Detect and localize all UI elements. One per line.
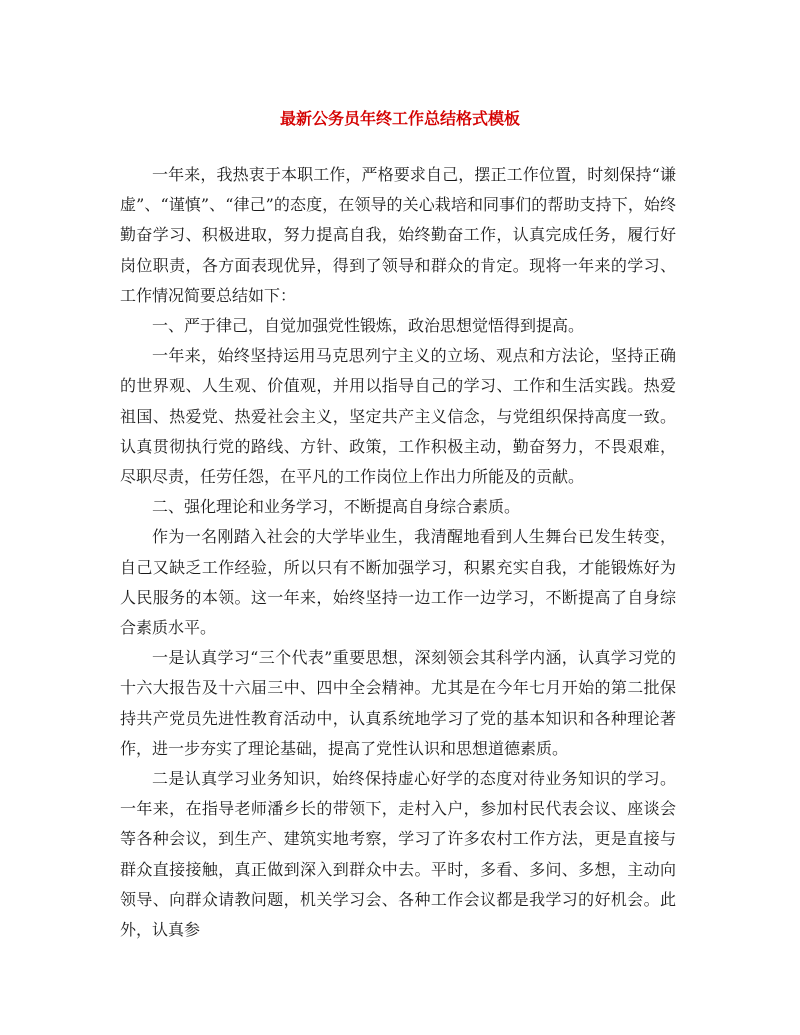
paragraph-point-2: 二是认真学习业务知识，始终保持虚心好学的态度对待业务知识的学习。一年来，在指导老师潘乡长的带领下，走村入户，参加村民代表会议、座谈会等各种会议，到生产、建筑实地考察，学习了许多农村工作方法，更是直接与群众直接接触，真正做到深入到群众中去。平时，多看、多问、多想，主动向领导、向群众请教问题，机关学习会、各种工作会议都是我学习的好机会。此外，认真参 — [120, 769, 676, 940]
paragraph-section-1: 一年来，始终坚持运用马克思列宁主义的立场、观点和方法论，坚持正确的世界观、人生观、价值观，并用以指导自己的学习、工作和生活实践。热爱祖国、热爱党、热爱社会主义，坚定共产主义信念，与党组织保持高度一致。认真贯彻执行党的路线、方针、政策，工作积极主动，勤奋努力，不畏艰难，尽职尽责，任劳任怨，在平凡的工作岗位上作出力所能及的贡献。 — [120, 346, 676, 487]
document-body — [120, 160, 676, 945]
paragraph-intro: 一年来，我热衷于本职工作，严格要求自己，摆正工作位置，时刻保持“谦虚”、“谨慎”、“律己”的态度，在领导的关心栽培和同事们的帮助支持下，始终勤奋学习、积极进取，努力提高自我，始终勤奋工作，认真完成任务，履行好岗位职责，各方面表现优异，得到了领导和群众的肯定。现将一年来的学习、工作情况简要总结如下： — [120, 165, 676, 305]
paragraph-section-2: 作为一名刚踏入社会的大学毕业生，我清醒地看到人生舞台已发生转变，自己又缺乏工作经验，所以只有不断加强学习，积累充实自我，才能锻炼好为人民服务的本领。这一年来，始终坚持一边工作一边学习，不断提高了自身综合素质水平。 — [120, 527, 676, 638]
section-heading-1: 一、严于律己，自觉加强党性锻炼，政治思想觉悟得到提高。 — [152, 316, 585, 336]
section-heading-2: 二、强化理论和业务学习，不断提高自身综合素质。 — [152, 497, 521, 517]
document-title: 最新公务员年终工作总结格式模板 — [279, 109, 520, 128]
paragraph-point-1: 一是认真学习“三个代表”重要思想，深刻领会其科学内涵，认真学习党的十六大报告及十六届三中、四中全会精神。尤其是在今年七月开始的第二批保持共产党员先进性教育活动中，认真系统地学习了党的基本知识和各种理论著作，进一步夯实了理论基础，提高了党性认识和思想道德素质。 — [120, 648, 676, 758]
